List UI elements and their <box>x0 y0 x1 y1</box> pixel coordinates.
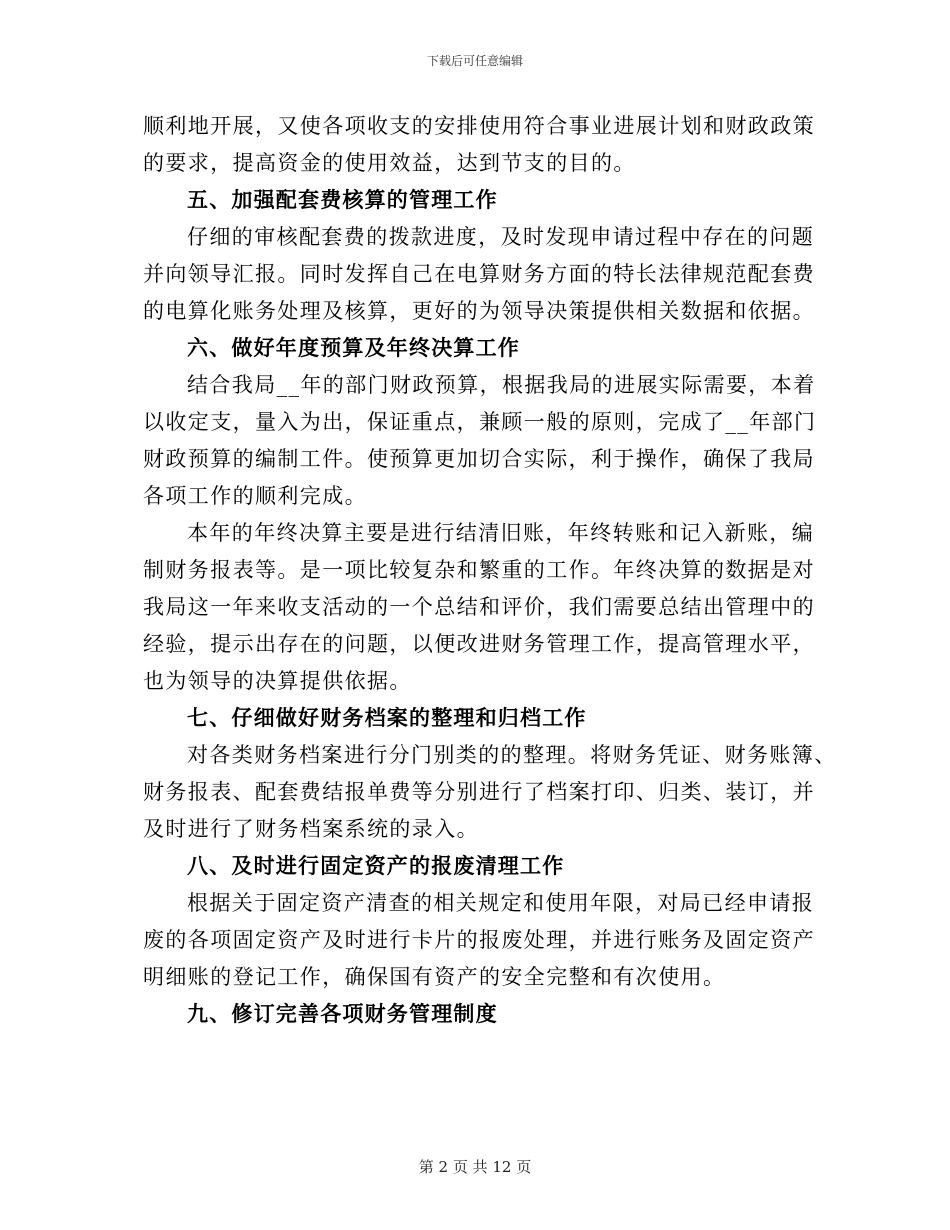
body-line: 明细账的登记工作，确保国有资产的安全完整和有次使用。 <box>143 965 726 989</box>
body-line: 废的各项固定资产及时进行卡片的报废处理，并进行账务及固定资产 <box>143 928 815 952</box>
page-number-footer: 第 2 页 共 12 页 <box>418 1158 532 1176</box>
paragraph-start-line: 仔细的审核配套费的拨款进度，及时发现申请过程中存在的问题 <box>187 225 815 249</box>
body-line: 制财务报表等。是一项比较复杂和繁重的工作。年终决算的数据是对 <box>143 558 815 582</box>
paragraph-start-line: 本年的年终决算主要是进行结清旧账，年终转账和记入新账，编 <box>187 521 815 545</box>
section-heading: 七、仔细做好财务档案的整理和归档工作 <box>187 706 587 730</box>
body-line: 也为领导的决算提供依据。 <box>143 669 412 693</box>
body-line: 财务报表、配套费结报单费等分别进行了档案打印、归类、装订，并 <box>143 780 815 804</box>
section-heading: 九、修订完善各项财务管理制度 <box>187 1002 498 1026</box>
body-line: 的电算化账务处理及核算，更好的为领导决策提供相关数据和依据。 <box>143 299 815 323</box>
paragraph-start-line: 对各类财务档案进行分门别类的的整理。将财务凭证、财务账簿、 <box>187 743 837 767</box>
body-line: 我局这一年来收支活动的一个总结和评价，我们需要总结出管理中的 <box>143 595 815 619</box>
body-line: 财政预算的编制工件。使预算更加切合实际，利于操作，确保了我局 <box>143 447 815 471</box>
paragraph-start-line: 根据关于固定资产清查的相关规定和使用年限，对局已经申请报 <box>187 891 815 915</box>
section-heading: 五、加强配套费核算的管理工作 <box>187 188 498 212</box>
body-line: 经验，提示出存在的问题，以便改进财务管理工作，提高管理水平， <box>143 632 815 656</box>
body-line: 顺利地开展，又使各项收支的安排使用符合事业进展计划和财政政策 <box>143 114 815 138</box>
paragraph-start-line: 结合我局__年的部门财政预算，根据我局的进展实际需要，本着 <box>187 373 816 397</box>
section-heading: 六、做好年度预算及年终决算工作 <box>187 336 520 360</box>
section-heading: 八、及时进行固定资产的报废清理工作 <box>187 854 565 878</box>
body-line: 各项工作的顺利完成。 <box>143 484 367 508</box>
body-line: 的要求，提高资金的使用效益，达到节支的目的。 <box>143 151 636 175</box>
page-header: 下载后可任意编辑 <box>426 54 523 68</box>
body-line: 以收定支，量入为出，保证重点，兼顾一般的原则，完成了__年部门 <box>143 410 817 434</box>
document-body <box>143 108 837 1033</box>
body-line: 及时进行了财务档案系统的录入。 <box>143 817 479 841</box>
body-line: 并向领导汇报。同时发挥自己在电算财务方面的特长法律规范配套费 <box>143 262 815 286</box>
